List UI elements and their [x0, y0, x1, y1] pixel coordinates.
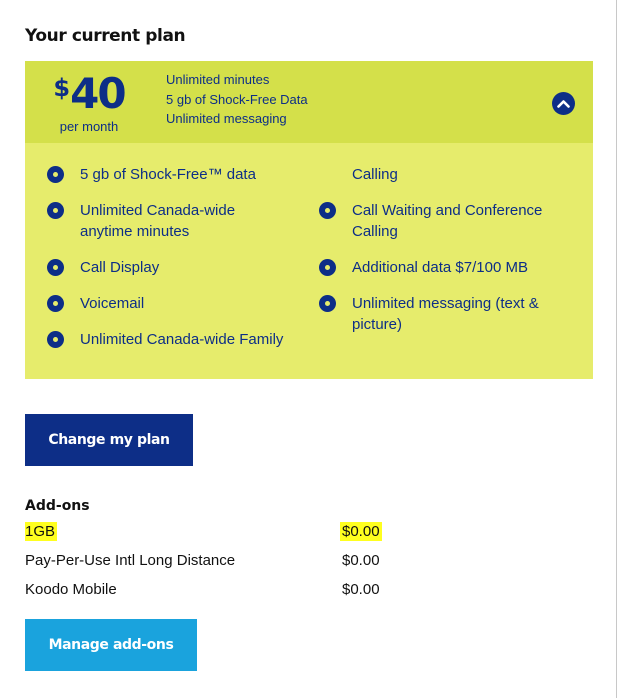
bullet-icon [47, 202, 64, 219]
feature-item [80, 164, 256, 185]
addon-row [25, 551, 405, 573]
addon-name: Pay-Per-Use Intl Long Distance [25, 552, 236, 569]
feature-label: Voicemail [80, 295, 145, 312]
price-currency: $ [53, 74, 71, 102]
feature-label: Additional data $7/100 MB [352, 259, 528, 276]
plan-price [43, 71, 135, 134]
plan-summary [166, 70, 308, 129]
plan-header [25, 61, 593, 143]
plan-summary-item: Unlimited messaging [166, 111, 287, 126]
addon-row [25, 522, 405, 544]
plan-card [25, 61, 593, 379]
price-amount: 40 [70, 69, 125, 118]
addon-price: $0.00 [342, 581, 380, 598]
plan-features [25, 143, 593, 379]
plan-summary-item: 5 gb of Shock-Free Data [166, 91, 308, 107]
feature-label: 5 gb of Shock-Free™ data [80, 166, 256, 183]
bullet-icon [47, 166, 64, 183]
page-title: Your current plan [25, 26, 186, 46]
feature-item [352, 200, 567, 242]
feature-item [80, 257, 159, 278]
bullet-icon [319, 295, 336, 312]
feature-item [352, 257, 528, 278]
addon-name: Koodo Mobile [25, 581, 117, 598]
feature-item [352, 164, 398, 185]
addon-price: $0.00 [342, 523, 380, 540]
plan-summary-item: Unlimited minutes [166, 72, 270, 87]
bullet-icon [319, 202, 336, 219]
bullet-icon [319, 259, 336, 276]
bullet-icon [47, 295, 64, 312]
addon-name: 1GB [25, 523, 56, 540]
addons-title: Add-ons [25, 498, 90, 514]
feature-item [352, 293, 567, 335]
feature-label: Unlimited Canada-wide Family [80, 331, 284, 348]
chevron-up-icon [557, 99, 570, 108]
collapse-plan-button[interactable] [552, 92, 575, 115]
addon-price: $0.00 [342, 552, 380, 569]
bullet-icon [47, 331, 64, 348]
change-plan-button[interactable]: Change my plan [25, 414, 193, 466]
manage-addons-button[interactable]: Manage add-ons [25, 619, 197, 671]
feature-label: Call Waiting and Conference Calling [352, 202, 543, 240]
feature-item [80, 329, 283, 350]
feature-label: Call Display [80, 259, 160, 276]
feature-label: Unlimited Canada-wide anytime minutes [80, 202, 236, 240]
price-period: per month [59, 119, 119, 134]
feature-label: Unlimited messaging (text & picture) [352, 295, 539, 333]
feature-item [80, 293, 144, 314]
feature-item [80, 200, 280, 242]
page-border [616, 0, 617, 698]
addon-row [25, 580, 405, 602]
bullet-icon [47, 259, 64, 276]
feature-label: Calling [352, 166, 398, 183]
